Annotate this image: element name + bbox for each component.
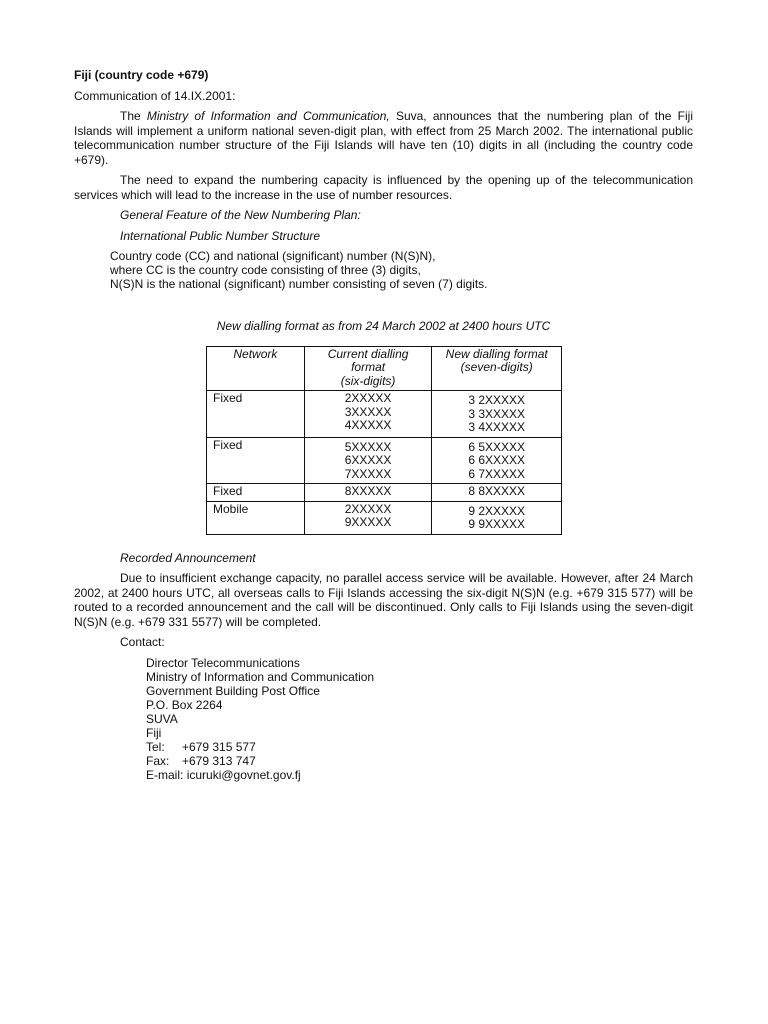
contact-fax xyxy=(146,754,693,768)
cell-network: Fixed xyxy=(207,437,305,484)
header-new-format: New dialling format (seven-digits) xyxy=(432,346,562,391)
structure-line: where CC is the country code consisting of three (3) digits, xyxy=(110,263,421,277)
email-address[interactable]: icuruki@govnet.gov.fj xyxy=(186,767,301,782)
page-title: Fiji (country code +679) xyxy=(74,68,209,82)
section-intl-structure: International Public Number Structure xyxy=(120,228,321,243)
cell-network: Fixed xyxy=(207,484,305,502)
contact-email xyxy=(146,768,693,782)
header-network: Network xyxy=(207,346,305,391)
section-recorded-announcement: Recorded Announcement xyxy=(120,550,256,565)
cell-new: 9 2XXXXX 9 9XXXXX xyxy=(432,501,562,534)
email-label: E-mail: xyxy=(146,767,184,782)
table-row xyxy=(207,484,562,502)
table-row xyxy=(207,391,562,438)
table-row xyxy=(207,437,562,484)
cell-current: 8XXXXX xyxy=(304,484,432,502)
contact-block xyxy=(74,656,693,782)
communication-date: Communication of 14.IX.2001: xyxy=(74,88,236,103)
table-caption: New dialling format as from 24 March 2002 at 2400 hours UTC xyxy=(216,319,551,333)
contact-line: Government Building Post Office xyxy=(146,683,320,698)
fax-number: +679 313 747 xyxy=(182,753,256,768)
contact-line: Director Telecommunications xyxy=(146,655,300,670)
section-general-feature: General Feature of the New Numbering Plan: xyxy=(120,208,361,222)
contact-line: P.O. Box 2264 xyxy=(146,697,223,712)
paragraph-recorded: Due to insufficient exchange capacity, no parallel access service will be available. However, after 24 March 2002, at 2400 hours UTC, all overseas calls to Fiji Islands accessing the six-digit N(S)N (e.g. +679 315 577) will be routed to a recorded announcement and the call will be discontinued. Only calls to Fiji Islands using the seven-digit N(S)N (e.g. +679 331 5577) will be completed. xyxy=(74,571,693,629)
table-header-row xyxy=(207,346,562,391)
structure-line: Country code (CC) and national (significant) number (N(S)N), xyxy=(110,249,436,263)
structure-definition xyxy=(74,249,693,291)
cell-current: 5XXXXX 6XXXXX 7XXXXX xyxy=(304,437,432,484)
tel-label: Tel: xyxy=(146,739,165,754)
contact-label: Contact: xyxy=(120,635,165,649)
cell-current: 2XXXXX 3XXXXX 4XXXXX xyxy=(304,391,432,438)
contact-line: Ministry of Information and Communication xyxy=(146,669,375,684)
tel-number: +679 315 577 xyxy=(182,739,256,754)
cell-new: 3 2XXXXX 3 3XXXXX 3 4XXXXX xyxy=(432,391,562,438)
cell-network: Fixed xyxy=(207,391,305,438)
paragraph-capacity: The need to expand the numbering capacity is influenced by the opening up of the telecommunication services which will lead to the increase in the use of number resources. xyxy=(74,173,693,202)
header-current-format: Current dialling format (six-digits) xyxy=(304,346,432,391)
contact-line: SUVA xyxy=(146,711,178,726)
document-page xyxy=(74,68,693,782)
cell-current: 2XXXXX 9XXXXX xyxy=(304,501,432,534)
paragraph-rest: Suva, announces that the numbering plan of the Fiji Islands will implement a uniform national seven-digit plan, with effect from 25 March 2002. The international public telecommunication number structure of the Fiji Islands will have ten (10) digits in all (including the country code +679). xyxy=(74,109,693,167)
ministry-name: Ministry of Information and Communication, xyxy=(146,109,390,123)
fax-label: Fax: xyxy=(146,753,170,768)
cell-new: 6 5XXXXX 6 6XXXXX 6 7XXXXX xyxy=(432,437,562,484)
cell-network: Mobile xyxy=(207,501,305,534)
cell-new: 8 8XXXXX xyxy=(432,484,562,502)
structure-line: N(S)N is the national (significant) number consisting of seven (7) digits. xyxy=(110,277,488,291)
contact-line: Fiji xyxy=(146,725,162,740)
paragraph-announcement xyxy=(74,109,693,167)
table-row xyxy=(207,501,562,534)
dialling-format-table xyxy=(206,346,562,535)
paragraph-lead: The xyxy=(120,109,147,123)
contact-tel xyxy=(146,740,693,754)
